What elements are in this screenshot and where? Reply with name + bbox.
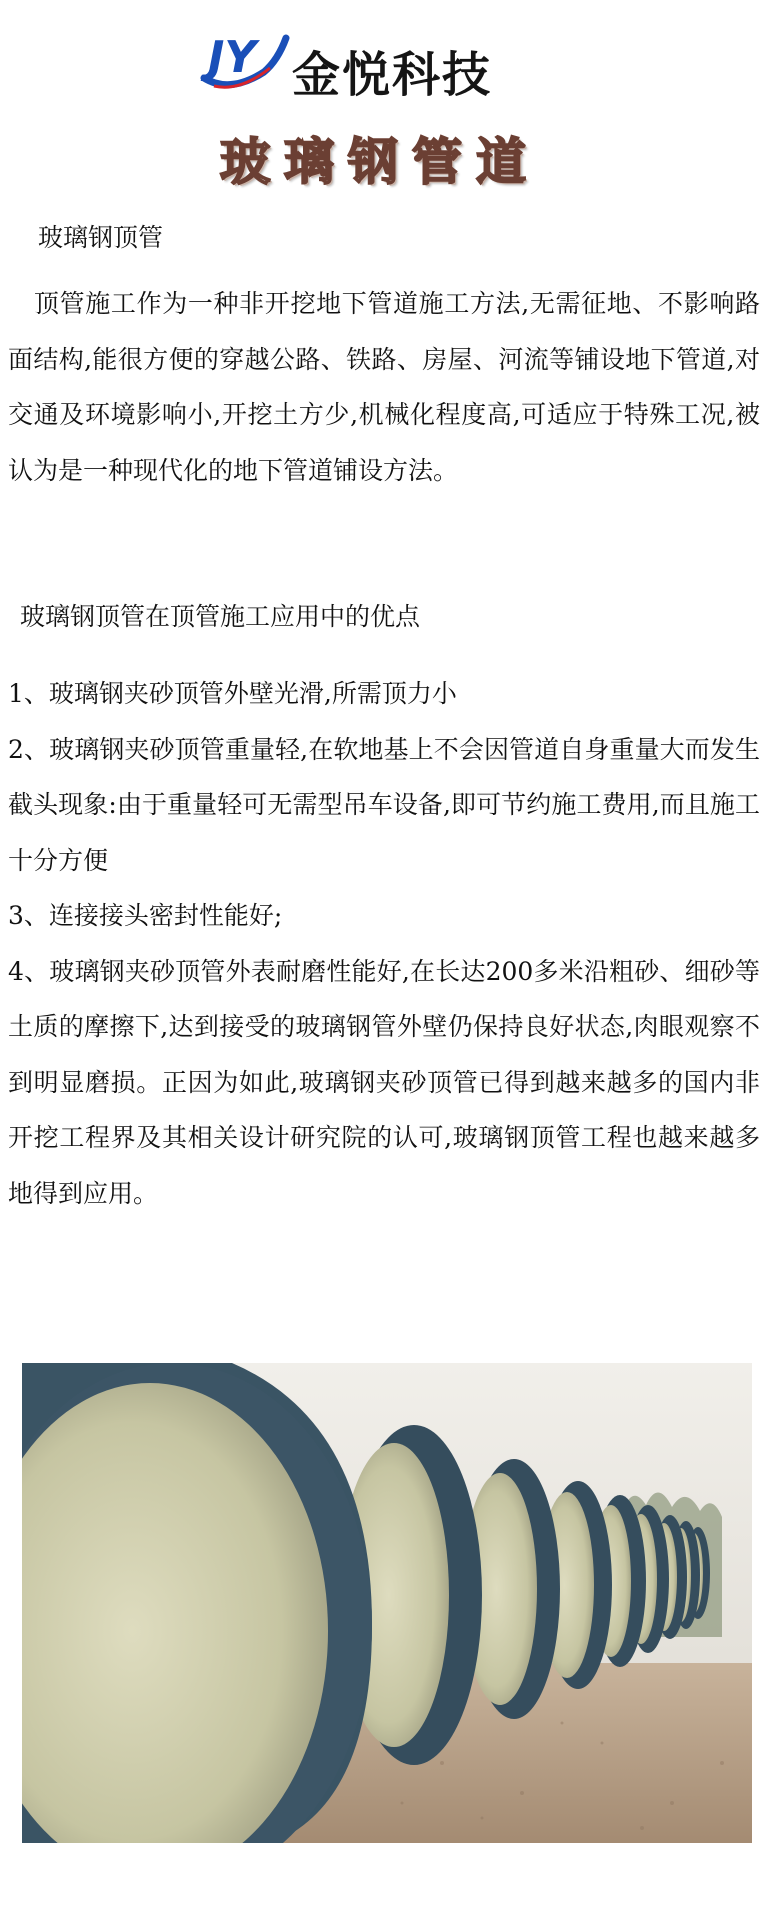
section1-paragraph — [8, 276, 760, 498]
list-item: 2、玻璃钢夹砂顶管重量轻,在软地基上不会因管道自身重量大而发生截头现象:由于重量轻可无需型吊车设备,即可节约施工费用,而且施工十分方便 — [8, 734, 760, 875]
pipes-photo — [22, 1363, 752, 1843]
section1-paragraph-text: 顶管施工作为一种非开挖地下管道施工方法,无需征地、不影响路面结构,能很方便的穿越公路、铁路、房屋、河流等铺设地下管道,对交通及环境影响小,开挖土方少,机械化程度高,可适应于特殊工况,被认为是一种现代化的地下管道铺设方法。 — [8, 289, 760, 485]
section2-heading: 玻璃钢顶管在顶管施工应用中的优点 — [20, 602, 421, 631]
advantages-list — [8, 666, 760, 1221]
jy-logo-mark-icon — [200, 28, 290, 98]
list-item: 1、玻璃钢夹砂顶管外壁光滑,所需顶力小 — [8, 679, 457, 708]
company-name: 金悦科技 — [292, 47, 493, 103]
company-logo — [200, 28, 580, 103]
section1-heading: 玻璃钢顶管 — [38, 223, 164, 252]
logo-mark-text: JY — [208, 32, 257, 83]
list-item: 3、连接接头密封性能好; — [8, 901, 283, 930]
list-item: 4、玻璃钢夹砂顶管外表耐磨性能好,在长达200多米沿粗砂、细砂等土质的摩擦下,达到接受的玻璃钢管外壁仍保持良好状态,肉眼观察不到明显磨损。正因为如此,玻璃钢夹砂顶管已得到越来越多的国内非开挖工程界及其相关设计研究院的认可,玻璃钢顶管工程也越来越多地得到应用。 — [8, 956, 760, 1208]
pipes-photo-illustration — [22, 1363, 752, 1843]
banner-title: 玻璃钢管道 — [220, 132, 540, 191]
